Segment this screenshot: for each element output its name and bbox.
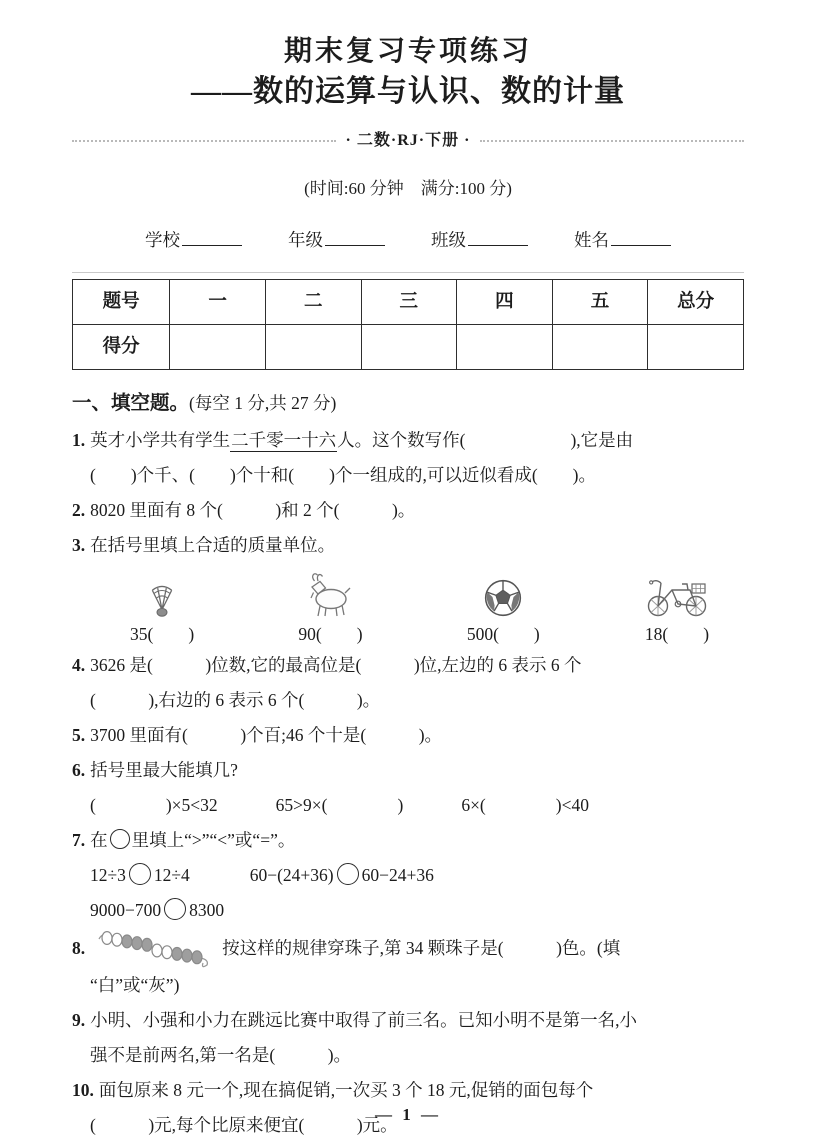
section-1-title-text: 一、填空题。 [72, 393, 190, 415]
q7-comparison-1-right: 12÷4 [153, 865, 190, 886]
question-7-line-1 [72, 823, 744, 858]
score-header-cell: 三 [361, 280, 457, 325]
white-bead-icon [162, 946, 172, 959]
question-4-text: 3626 是( )位数,它的最高位是( )位,左边的 6 表示 6 个 [90, 655, 582, 676]
figure-bicycle [644, 573, 710, 646]
name-label: 姓名 [574, 230, 609, 251]
q7-comparison-1-left: 12÷3 [90, 865, 126, 886]
score-cell [648, 325, 744, 370]
class-field [431, 223, 528, 258]
question-8-number: 8. [72, 937, 86, 958]
gray-bead-icon [122, 935, 132, 948]
gray-bead-icon [132, 937, 142, 950]
score-header-cell: 二 [265, 280, 361, 325]
bead-string-image [97, 928, 215, 968]
score-table-header-row [73, 280, 744, 325]
question-6-line-1 [72, 753, 744, 788]
score-cell [361, 325, 457, 370]
q6-expression-1: ( )×5<32 [90, 795, 218, 816]
score-table-score-row [73, 325, 744, 370]
question-4-line-2: ( ),右边的 6 表示 6 个( )。 [90, 690, 381, 711]
gray-bead-icon [142, 939, 152, 952]
question-7 [72, 823, 744, 928]
score-table [72, 279, 744, 370]
figure-bicycle-label: 18( ) [644, 624, 710, 645]
q6-expression-2: 65>9×( ) [275, 795, 404, 816]
figure-goat [298, 571, 362, 646]
question-9-line-2: 强不是前两名,第一名是( )。 [90, 1045, 352, 1066]
question-5-number: 5. [72, 725, 86, 746]
series-divider [72, 123, 744, 158]
score-cell [170, 325, 266, 370]
question-4-line-1 [72, 648, 744, 683]
q7-comparison-3-right: 8300 [189, 900, 225, 921]
question-1-number: 1. [72, 430, 86, 451]
horizontal-rule [72, 272, 744, 273]
compare-circle-icon [164, 898, 186, 920]
question-3-text: 在括号里填上合适的质量单位。 [90, 535, 336, 556]
page-number: — 1 — [375, 1105, 441, 1124]
question-8-text: 按这样的规律穿珠子,第 34 颗珠子是( )色。(填 [222, 937, 621, 958]
series-label: · 二数·RJ·下册 · [345, 132, 471, 150]
page-title: 期末复习专项练习 [283, 36, 532, 67]
question-7-text-post: 里填上“>”“<”或“=”。 [131, 830, 296, 851]
question-9-line-1 [72, 1003, 744, 1038]
school-field [145, 223, 242, 258]
bicycle-icon [644, 573, 710, 619]
figure-shuttlecock [130, 583, 194, 646]
white-bead-icon [152, 944, 162, 957]
section-1-title [72, 386, 744, 421]
student-fields [72, 223, 744, 258]
q7-comparison-2-right: 60−24+36 [361, 865, 434, 886]
question-6-expressions [72, 788, 744, 823]
question-3-line-1 [72, 528, 744, 563]
question-6 [72, 753, 744, 823]
class-blank [468, 231, 528, 246]
grade-label: 年级 [288, 230, 323, 251]
score-header-cell: 一 [170, 280, 266, 325]
question-2 [72, 493, 744, 528]
question-4 [72, 648, 744, 718]
section-1-points-note: (每空 1 分,共 27 分) [189, 393, 337, 414]
name-blank [611, 231, 671, 246]
question-1-line-2: ( )个千、( )个十和( )个一组成的,可以近似看成( )。 [90, 465, 596, 486]
goat-icon [302, 571, 358, 619]
figure-shuttlecock-label: 35( ) [130, 624, 195, 645]
question-10-text: 面包原来 8 元一个,现在搞促销,一次买 3 个 18 元,促销的面包每个 [98, 1080, 594, 1101]
question-6-text: 括号里最大能填几? [90, 760, 238, 781]
q7-comparison-3-left: 9000−700 [90, 900, 162, 921]
question-3 [72, 528, 744, 648]
question-8-line-2: “白”或“灰”) [90, 975, 180, 996]
grade-field [288, 223, 385, 258]
gray-bead-icon [172, 948, 182, 961]
score-cell [457, 325, 553, 370]
figure-soccer-ball-label: 500( ) [466, 624, 540, 645]
question-3-number: 3. [72, 535, 86, 556]
question-1-text-post: 人。这个数写作( ),它是由 [337, 430, 634, 451]
question-1 [72, 423, 744, 493]
score-cell [265, 325, 361, 370]
question-5 [72, 718, 744, 753]
score-cell [552, 325, 648, 370]
question-9-text: 小明、小强和小力在跳远比赛中取得了前三名。已知小明不是第一名,小 [90, 1010, 637, 1031]
name-field [574, 223, 671, 258]
school-blank [182, 231, 242, 246]
compare-circle-icon [110, 829, 130, 849]
score-header-cell: 总分 [648, 280, 744, 325]
question-7-expressions-row-1 [72, 858, 744, 893]
grade-blank [325, 231, 385, 246]
q7-comparison-1 [90, 858, 190, 893]
question-6-number: 6. [72, 760, 86, 781]
question-9 [72, 1003, 744, 1073]
question-1-underlined-text: 二千零一十六 [231, 430, 337, 451]
figure-goat-label: 90( ) [298, 624, 363, 645]
score-header-cell: 五 [552, 280, 648, 325]
q7-comparison-2 [250, 858, 434, 893]
question-9-number: 9. [72, 1010, 86, 1031]
question-2-text: 8020 里面有 8 个( )和 2 个( )。 [90, 500, 416, 521]
white-bead-icon [112, 934, 122, 947]
question-5-text: 3700 里面有( )个百;46 个十是( )。 [90, 725, 443, 746]
question-1-line-1 [72, 423, 744, 458]
question-7-expressions-row-2 [72, 893, 744, 928]
q7-comparison-3 [90, 893, 224, 928]
page-subtitle: ——数的运算与认识、数的计量 [191, 75, 625, 109]
gray-bead-icon [192, 951, 202, 964]
soccer-ball-icon [482, 577, 524, 619]
question-7-number: 7. [72, 830, 86, 851]
compare-circle-icon [129, 863, 151, 885]
score-header-cell: 题号 [73, 280, 170, 325]
question-8-line-1 [72, 928, 744, 968]
school-label: 学校 [145, 230, 180, 251]
dotted-line-right [480, 140, 744, 142]
question-8 [72, 928, 744, 1003]
question-3-figures [72, 563, 744, 648]
class-label: 班级 [431, 230, 466, 251]
question-10-number: 10. [72, 1080, 94, 1101]
score-header-cell: 四 [457, 280, 553, 325]
figure-soccer-ball [467, 577, 540, 646]
q6-expression-3: 6×( )<40 [461, 795, 589, 816]
question-2-number: 2. [72, 500, 86, 521]
compare-circle-icon [337, 863, 359, 885]
gray-bead-icon [182, 950, 192, 963]
dotted-line-left [72, 140, 336, 142]
question-7-text-pre: 在 [90, 830, 108, 851]
q7-comparison-2-left: 60−(24+36) [249, 865, 334, 886]
question-10-line-2: ( )元,每个比原来便宜( )元。 [90, 1115, 398, 1136]
question-4-number: 4. [72, 655, 86, 676]
white-bead-icon [102, 932, 112, 945]
shuttlecock-icon [148, 583, 176, 619]
question-1-text-pre: 英才小学共有学生 [90, 430, 231, 451]
score-row-label: 得分 [73, 325, 170, 370]
exam-meta: (时间:60 分钟 满分:100 分) [304, 179, 512, 199]
